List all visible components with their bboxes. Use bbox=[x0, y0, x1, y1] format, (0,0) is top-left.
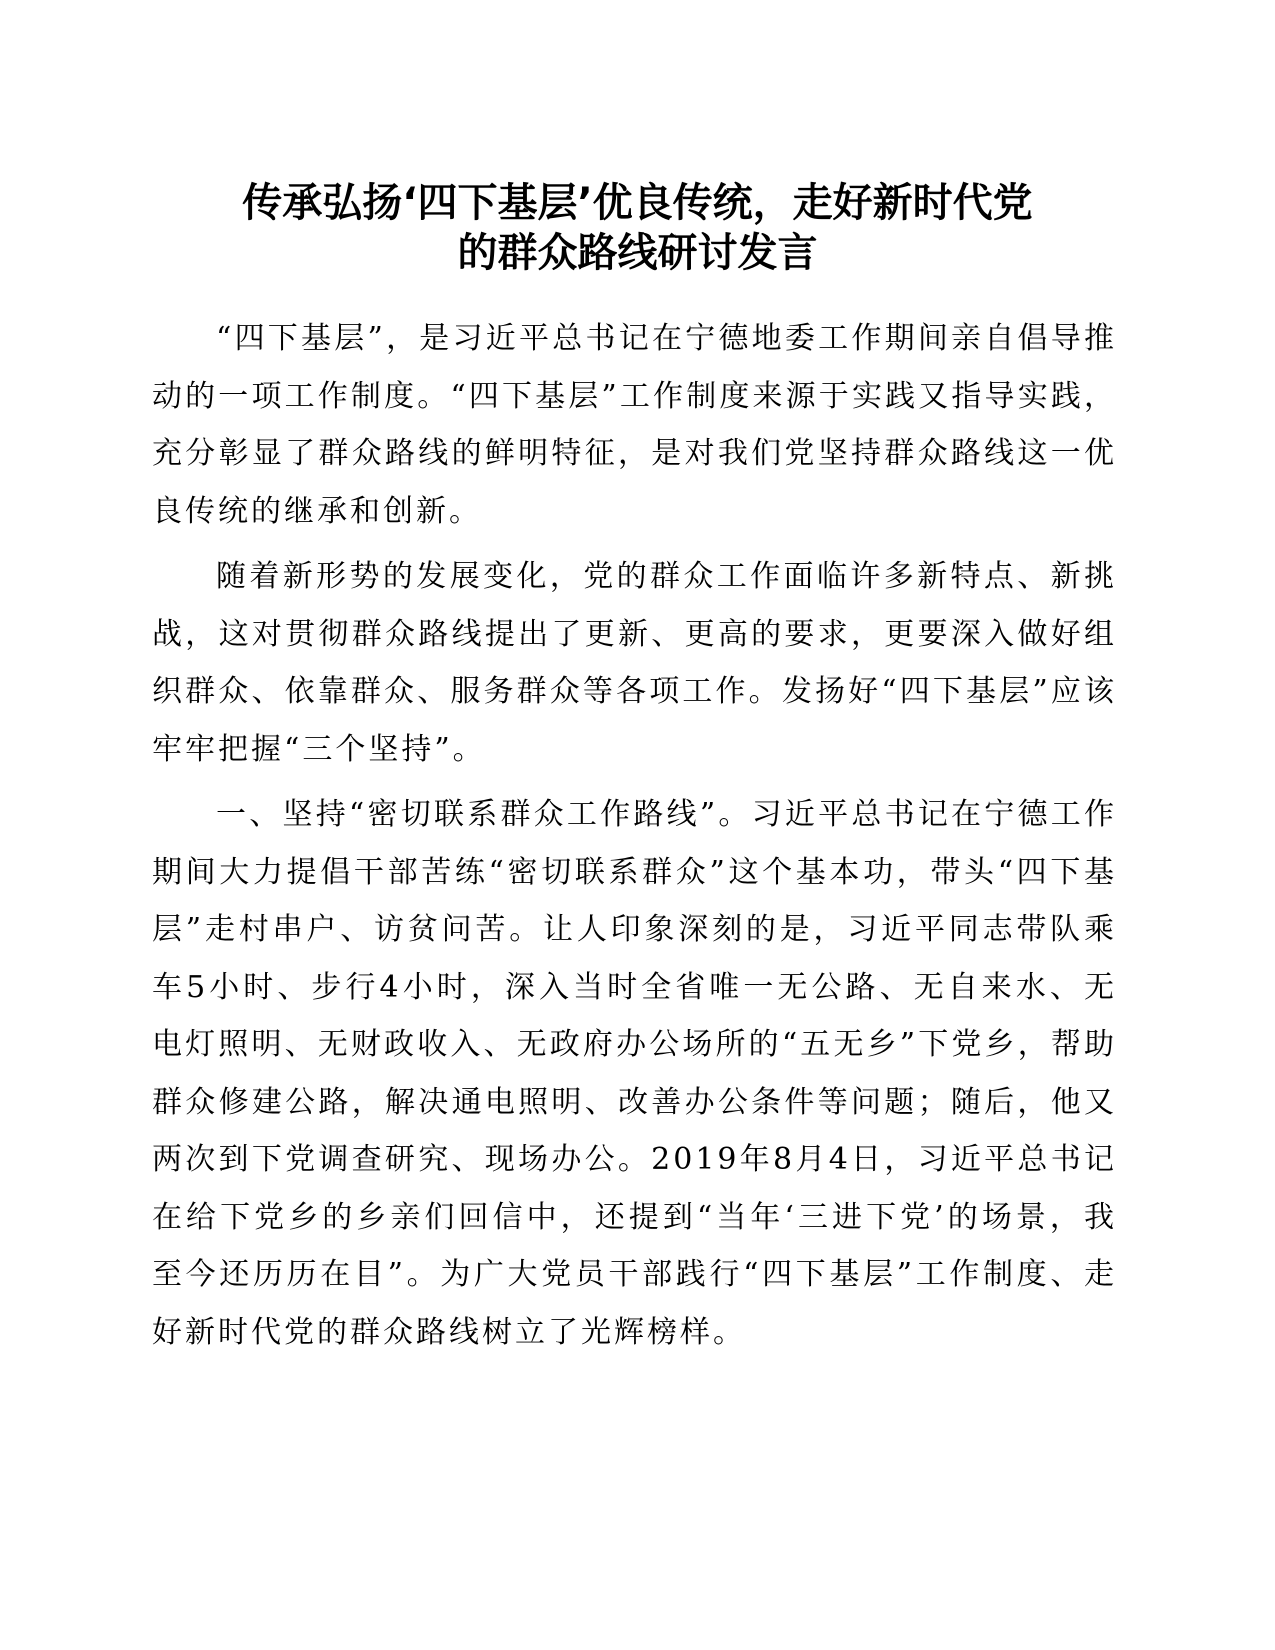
paragraph-1: “四下基层”，是习近平总书记在宁德地委工作期间亲自倡导推动的一项工作制度。“四下基层”工作制度来源于实践又指导实践，充分彰显了群众路线的鲜明特征，是对我们党坚持群众路线这一优良传统的继承和创新。 bbox=[152, 321, 1117, 529]
paragraph-2: 随着新形势的发展变化，党的群众工作面临许多新特点、新挑战，这对贯彻群众路线提出了更新、更高的要求，更要深入做好组织群众、依靠群众、服务群众等各项工作。发扬好“四下基层”应该牢牢把握“三个坚持”。 bbox=[152, 559, 1117, 767]
document-body bbox=[152, 310, 1117, 1369]
document-title bbox=[140, 178, 1135, 278]
title-line-1: 传承弘扬‘四下基层’优良传统，走好新时代党 bbox=[242, 180, 1033, 226]
title-line-2: 的群众路线研讨发言 bbox=[457, 230, 818, 276]
paragraph-3: 一、坚持“密切联系群众工作路线”。习近平总书记在宁德工作期间大力提倡干部苦练“密切联系群众”这个基本功，带头“四下基层”走村串户、访贫问苦。让人印象深刻的是，习近平同志带队乘车5小时、步行4小时，深入当时全省唯一无公路、无自来水、无电灯照明、无财政收入、无政府办公场所的“五无乡”下党乡，帮助群众修建公路，解决通电照明、改善办公条件等问题；随后，他又两次到下党调查研究、现场办公。2019年8月4日，习近平总书记在给下党乡的乡亲们回信中，还提到“当年‘三进下党’的场景，我至今还历历在目”。为广大党员干部践行“四下基层”工作制度、走好新时代党的群众路线树立了光辉榜样。 bbox=[152, 797, 1117, 1350]
